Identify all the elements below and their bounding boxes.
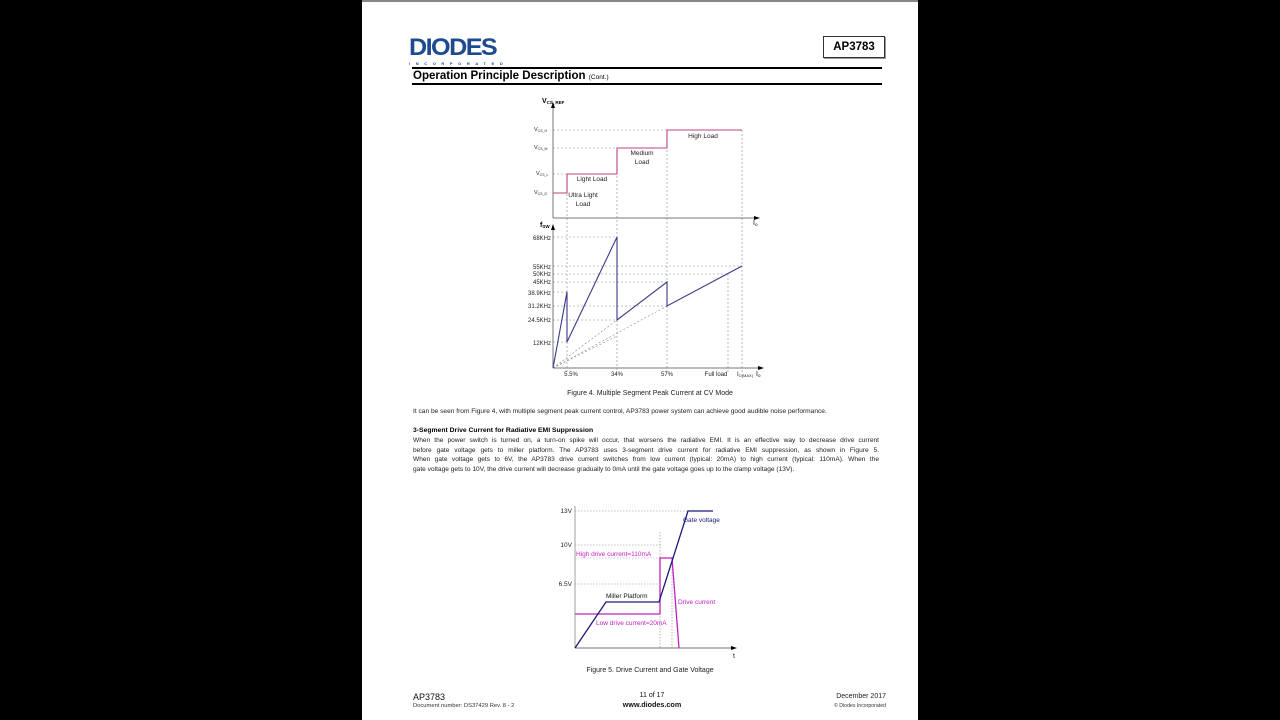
- miller-platform-label: Miller Platform: [606, 593, 648, 600]
- low-drive-current-label: Low drive current=20mA: [596, 620, 667, 627]
- footer-website-link[interactable]: www.diodes.com: [622, 700, 682, 709]
- part-number-badge: AP3783: [823, 36, 885, 58]
- footer-left: [413, 692, 514, 710]
- footer-center: [592, 692, 712, 709]
- gate-voltage-label: Gate voltage: [683, 517, 720, 524]
- region-medium-label: Medium: [630, 150, 654, 157]
- footer-right: [802, 692, 886, 710]
- svg-text:55KHz: 55KHz: [532, 265, 551, 271]
- svg-text:24.5KHz: 24.5KHz: [527, 318, 551, 324]
- svg-text:VCS_L: VCS_L: [536, 171, 549, 177]
- io-axis-label-bottom: Io: [756, 371, 761, 378]
- svg-text:10V: 10V: [560, 542, 572, 549]
- svg-text:34%: 34%: [610, 372, 624, 378]
- figure-4-diagram: [512, 92, 772, 382]
- region-ultra-light-label: Ultra Light: [568, 192, 598, 199]
- footer-copyright: © Diodes Incorporated: [834, 703, 886, 709]
- header-divider-top: [412, 67, 882, 69]
- svg-text:VCS_D: VCS_D: [534, 190, 548, 196]
- section-title-suffix: (Cont.): [588, 74, 609, 81]
- logo-subtext: INCORPORATED: [409, 61, 509, 66]
- header-divider-bottom: [412, 83, 882, 85]
- logo-text: DIODES: [409, 34, 497, 61]
- svg-text:VCS_H: VCS_H: [534, 127, 548, 133]
- footer-date: December 2017: [836, 693, 886, 700]
- paragraph-line: When gate voltage gets to 6V, the AP3783 drive current switches from low current (typical: 20mA) to high current (typical: 110mA). When the: [413, 456, 879, 464]
- svg-text:68KHz: 68KHz: [532, 236, 551, 242]
- figure-5-caption: Figure 5. Drive Current and Gate Voltage: [586, 667, 714, 674]
- svg-text:5.5%: 5.5%: [564, 372, 578, 378]
- svg-text:IO(MAX): IO(MAX): [736, 372, 754, 378]
- svg-text:13V: 13V: [560, 508, 572, 515]
- diodes-logo: [409, 36, 509, 66]
- high-drive-current-label: High drive current=110mA: [576, 551, 652, 558]
- svg-text:VCS_M: VCS_M: [534, 145, 548, 151]
- svg-text:45KHz: 45KHz: [532, 280, 551, 286]
- figure-5-diagram: [547, 502, 747, 662]
- fsw-axis-label: fSW: [540, 222, 550, 229]
- section-title: [413, 70, 609, 82]
- paragraph-line: gate voltage gets to 10V, the drive current will decrease gradually to 0mA until the gate voltage goes up to the clamp voltage (13V).: [413, 465, 795, 473]
- region-light-label: Light Load: [576, 176, 608, 183]
- t-axis-label: t: [733, 653, 735, 660]
- svg-text:50KHz: 50KHz: [532, 272, 551, 278]
- svg-text:57%: 57%: [660, 372, 674, 378]
- region-high-label: High Load: [688, 133, 718, 140]
- io-axis-label-top: Io: [753, 220, 758, 227]
- svg-text:6.5V: 6.5V: [558, 581, 572, 588]
- svg-text:Load: Load: [634, 159, 650, 166]
- vcs-ref-axis-label: VCS_REF: [542, 98, 565, 105]
- section-title-text: Operation Principle Description: [413, 70, 586, 82]
- footer-doc-number: Document number: DS37429 Rev. 8 - 2: [413, 703, 515, 709]
- paragraph-drive-current: [413, 436, 879, 474]
- svg-text:38.9KHz: 38.9KHz: [527, 291, 551, 297]
- footer-part-number: AP3783: [413, 692, 446, 702]
- paragraph-line: before gate voltage gets to miller platform. The AP3783 uses 3-segment drive current for radiative EMI suppression, as shown in Figure 5.: [413, 446, 879, 454]
- subsection-heading: 3-Segment Drive Current for Radiative EMI Suppression: [413, 427, 594, 434]
- drive-current-label: Drive current: [678, 599, 716, 606]
- svg-text:31.2KHz: 31.2KHz: [527, 304, 551, 310]
- paragraph-figure4-summary: It can be seen from Figure 4, with multiple segment peak current control, AP3783 power system can achieve good audible noise performance.: [413, 408, 827, 415]
- figure-4-caption: Figure 4. Multiple Segment Peak Current at CV Mode: [567, 390, 733, 397]
- svg-text:Full load: Full load: [704, 372, 728, 378]
- page-number: 11 of 17: [639, 692, 665, 699]
- document-page: [362, 0, 918, 720]
- svg-text:12KHz: 12KHz: [532, 341, 551, 347]
- paragraph-line: When the power switch is turned on, a turn-on spike will occur, that worsens the radiative EMI. It is an effective way to decrease drive current: [413, 437, 879, 444]
- svg-text:Load: Load: [575, 201, 591, 208]
